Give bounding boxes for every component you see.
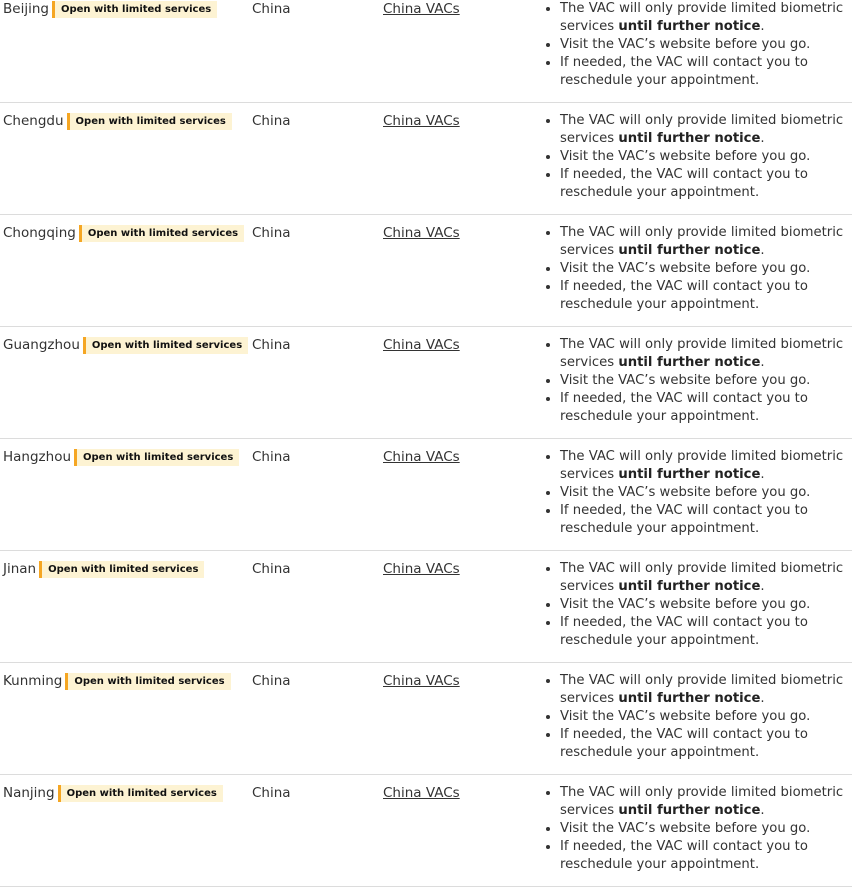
status-badge: Open with limited services [83, 337, 248, 354]
vac-link[interactable]: China VACs [383, 449, 460, 465]
list-item: • The VAC will only provide limited biometric services until further notice. [560, 0, 850, 36]
city-cell [3, 560, 204, 578]
status-badge: Open with limited services [74, 449, 239, 466]
list-item: • The VAC will only provide limited biometric services until further notice. [560, 448, 850, 484]
status-badge: Open with limited services [39, 561, 204, 578]
list-item: • The VAC will only provide limited biometric services until further notice. [560, 336, 850, 372]
city-name: Kunming [3, 673, 63, 689]
list-item: • Visit the VAC’s website before you go. [560, 596, 850, 614]
city-name: Chengdu [3, 113, 64, 129]
status-badge: Open with limited services [79, 225, 244, 242]
country-name: China [252, 785, 291, 801]
country-name: China [252, 673, 291, 689]
city-cell [3, 224, 244, 242]
city-cell [3, 0, 217, 18]
city-name: Beijing [3, 1, 49, 17]
vac-link[interactable]: China VACs [383, 785, 460, 801]
city-cell [3, 784, 223, 802]
list-item: • If needed, the VAC will contact you to reschedule your appointment. [560, 726, 850, 762]
list-item: • If needed, the VAC will contact you to reschedule your appointment. [560, 390, 850, 426]
status-badge: Open with limited services [67, 113, 232, 130]
list-item: • The VAC will only provide limited biometric services until further notice. [560, 224, 850, 260]
table-row [0, 215, 852, 327]
list-item: • Visit the VAC’s website before you go. [560, 708, 850, 726]
vac-link[interactable]: China VACs [383, 225, 460, 241]
table-row [0, 327, 852, 439]
country-name: China [252, 1, 291, 17]
city-cell [3, 448, 239, 466]
notes-list [542, 560, 850, 650]
list-item: • If needed, the VAC will contact you to reschedule your appointment. [560, 166, 850, 202]
city-cell [3, 336, 248, 354]
list-item: • Visit the VAC’s website before you go. [560, 484, 850, 502]
list-item: • The VAC will only provide limited biometric services until further notice. [560, 560, 850, 596]
list-item: • Visit the VAC’s website before you go. [560, 820, 850, 838]
country-name: China [252, 337, 291, 353]
notes-list [542, 336, 850, 426]
table-row [0, 551, 852, 663]
country-name: China [252, 449, 291, 465]
table-row [0, 0, 852, 103]
city-cell [3, 112, 232, 130]
country-name: China [252, 113, 291, 129]
status-badge: Open with limited services [65, 673, 230, 690]
city-name: Hangzhou [3, 449, 72, 465]
notes-list [542, 784, 850, 874]
vac-link[interactable]: China VACs [383, 113, 460, 129]
city-name: Jinan [3, 561, 37, 577]
status-badge: Open with limited services [52, 1, 217, 18]
list-item: • If needed, the VAC will contact you to reschedule your appointment. [560, 838, 850, 874]
status-badge: Open with limited services [58, 785, 223, 802]
list-item: • Visit the VAC’s website before you go. [560, 36, 850, 54]
list-item: • If needed, the VAC will contact you to reschedule your appointment. [560, 278, 850, 314]
vac-link[interactable]: China VACs [383, 561, 460, 577]
notes-list [542, 672, 850, 762]
city-cell [3, 672, 231, 690]
list-item: • If needed, the VAC will contact you to reschedule your appointment. [560, 54, 850, 90]
city-name: Nanjing [3, 785, 55, 801]
list-item: • Visit the VAC’s website before you go. [560, 148, 850, 166]
country-name: China [252, 561, 291, 577]
list-item: • The VAC will only provide limited biometric services until further notice. [560, 784, 850, 820]
notes-list [542, 448, 850, 538]
vac-link[interactable]: China VACs [383, 337, 460, 353]
list-item: • If needed, the VAC will contact you to reschedule your appointment. [560, 502, 850, 538]
list-item: • If needed, the VAC will contact you to reschedule your appointment. [560, 614, 850, 650]
list-item: • Visit the VAC’s website before you go. [560, 372, 850, 390]
city-name: Guangzhou [3, 337, 80, 353]
list-item: • Visit the VAC’s website before you go. [560, 260, 850, 278]
city-name: Chongqing [3, 225, 76, 241]
table-row [0, 439, 852, 551]
notes-list [542, 0, 850, 90]
vac-link[interactable]: China VACs [383, 673, 460, 689]
notes-list [542, 112, 850, 202]
country-name: China [252, 225, 291, 241]
list-item: • The VAC will only provide limited biometric services until further notice. [560, 112, 850, 148]
list-item: • The VAC will only provide limited biometric services until further notice. [560, 672, 850, 708]
table-row [0, 103, 852, 215]
table-row [0, 775, 852, 887]
vac-link[interactable]: China VACs [383, 1, 460, 17]
notes-list [542, 224, 850, 314]
table-row [0, 663, 852, 775]
